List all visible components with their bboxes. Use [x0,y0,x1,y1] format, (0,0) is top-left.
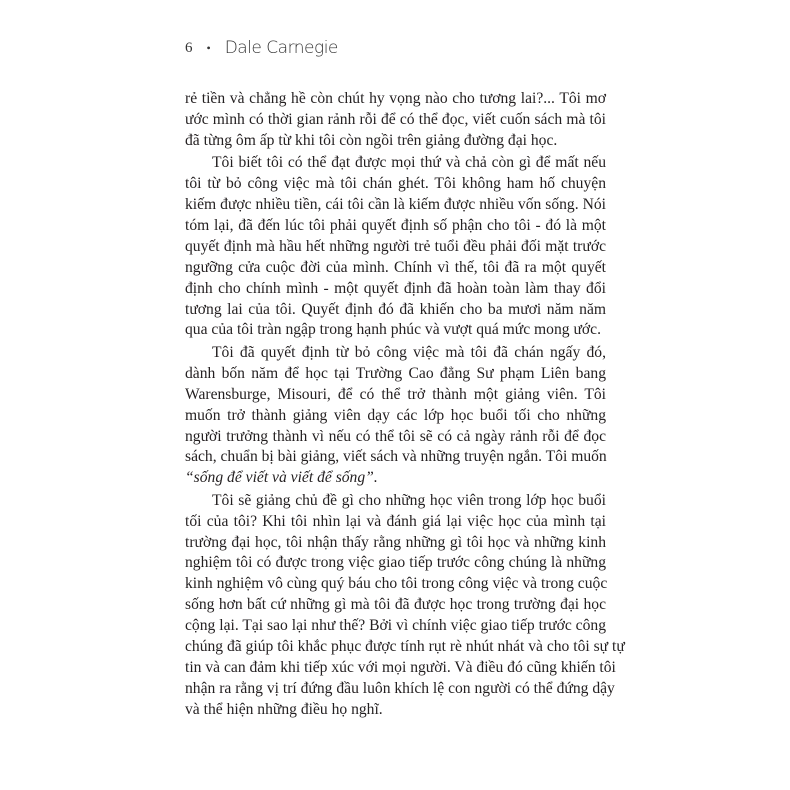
paragraph [185,343,606,489]
paragraph [185,153,606,341]
text-line: ngưỡng cửa cuộc đời của mình. Chính vì thế, tôi đã ra một quyết [185,258,606,276]
text-line: tối của tôi? Khi tôi nhìn lại và đánh giá lại việc học của mình tại [185,512,606,530]
text-line: muốn trở thành giảng viên dạy các lớp học buổi tối cho những [185,406,606,424]
italic-quote-line: “sống để viết và viết để sống”. [185,469,378,487]
running-header [185,38,338,58]
text-line: ước mình có thời gian rảnh rỗi để có thể đọc, viết cuốn sách mà tôi [185,110,606,128]
author-name: Dale Carnegie [224,38,338,58]
page-number: 6 [185,39,193,56]
text-line: kinh nghiệm vô cùng quý báu cho tôi trong công việc và trong cuộc [185,575,608,593]
text-line: và thể hiện những điều họ nghĩ. [185,700,383,718]
text-line: tương lai của tôi. Quyết định đó đã khiến cho ba mươi năm năm [185,300,606,318]
paragraph [185,89,606,152]
text-line: dành bốn năm để học tại Trường Cao đẳng Sư phạm Liên bang [185,364,606,382]
body-text [185,89,625,722]
text-line: tóm lại, đã đến lúc tôi phải quyết định số phận cho tôi - đó là một [185,216,606,234]
text-line: qua của tôi tràn ngập trong hạnh phúc và vượt quá mức mong ước. [185,321,601,339]
text-line: cộng lại. Tại sao lại như thế? Bởi vì chính việc giao tiếp trước công [185,617,606,635]
text-line: quyết định mà hầu hết những người trẻ tuổi đều phải đối mặt trước [185,237,606,255]
text-line: Warensburge, Misouri, để có thể trở thành một giảng viên. Tôi [185,385,606,403]
text-line: trường đại học, tôi nhận thấy rằng những gì tôi học và những kinh [185,533,606,551]
text-line: định cho chính mình - một quyết định đã hoàn toàn làm thay đổi [185,279,606,297]
text-line: nhận ra rằng vị trí đứng đầu luôn khích lệ con người có thể đứng dậy [185,679,615,697]
text-line: đã từng ôm ấp từ khi tôi còn ngồi trên giảng đường đại học. [185,131,558,149]
text-line: sách, chuẩn bị bài giảng, viết sách và những truyện ngắn. Tôi muốn [185,448,607,466]
text-line: Tôi sẽ giảng chủ đề gì cho những học viên trong lớp học buổi [212,491,606,509]
text-line: người trưởng thành vì nếu có thể tôi sẽ có cả ngày rảnh rỗi để đọc [185,427,606,445]
text-line: tôi từ bỏ công việc mà tôi chán ghét. Tôi không ham hố chuyện [185,175,606,193]
text-line: Tôi đã quyết định từ bỏ công việc mà tôi đã chán ngấy đó, [212,343,606,361]
text-line: Tôi biết tôi có thể đạt được mọi thứ và chả còn gì để mất nếu [212,154,606,172]
text-line: nghiệm tôi có được trong việc giao tiếp trước công chúng là những [185,554,606,572]
header-separator: • [206,40,211,55]
text-line: kiếm được nhiều tiền, cái tôi cần là kiếm được nhiều vốn sống. Nói [185,196,606,214]
text-line: rẻ tiền và chẳng hề còn chút hy vọng nào cho tương lai?... Tôi mơ [185,90,606,107]
text-line: chúng đã giúp tôi khắc phục được tính rụt rè nhút nhát và cho tôi sự tự [185,638,625,656]
text-line: sống hơn bất cứ những gì mà tôi đã được học trong trường đại học [185,596,606,614]
paragraph [185,491,625,721]
text-line: tin và can đảm khi tiếp xúc với mọi người. Và điều đó cũng khiến tôi [185,658,616,676]
